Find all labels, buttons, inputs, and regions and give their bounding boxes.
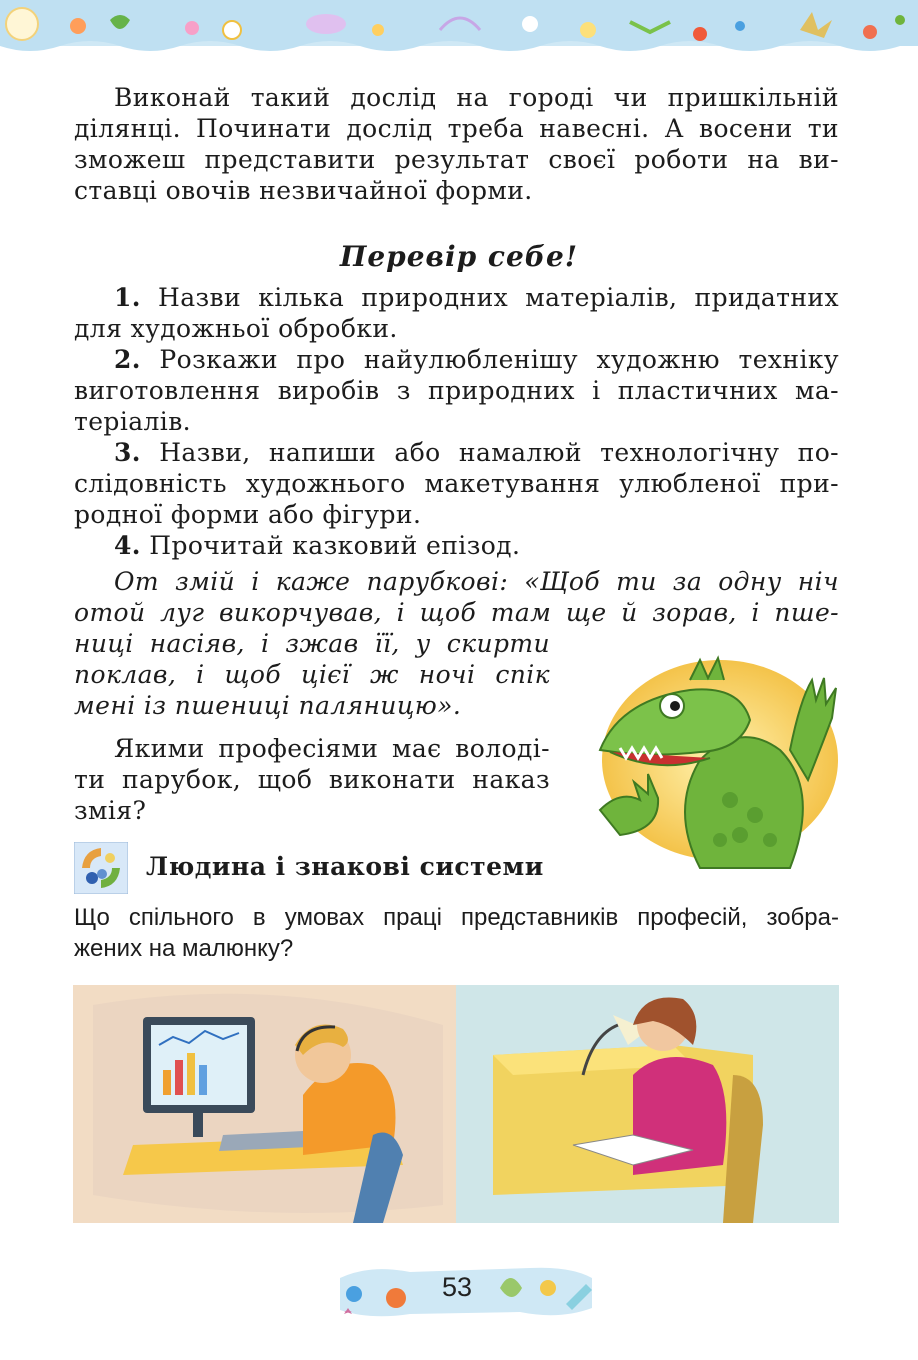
question-text: Розкажи про найулюбленішу художню техніку — [159, 345, 839, 374]
question-2 — [74, 344, 839, 437]
question-4 — [74, 530, 839, 561]
question-text: Назви кілька природних матеріалів, придатних — [158, 283, 839, 312]
computer-operator-illustration — [73, 985, 456, 1223]
intro-line: зможеш представити результат своєї роботи на ви- — [74, 145, 839, 174]
section-title: Людина і знакові системи — [146, 852, 544, 881]
top-decorative-border — [0, 0, 918, 58]
tale-line: отой луг викорчував, і щоб там ще й зорав, і пше- — [74, 598, 839, 627]
reader-illustration — [456, 985, 839, 1223]
question-1 — [74, 282, 839, 344]
question-number: 1. — [114, 283, 141, 312]
profession-question-line: ти парубок, щоб виконати наказ — [74, 765, 550, 794]
professions-illustration — [73, 985, 839, 1223]
tale-line: мені із пшениці паляницю». — [74, 691, 462, 720]
tale-excerpt-narrow — [74, 628, 550, 721]
intro-line: ставці овочів незвичайної форми. — [74, 176, 533, 205]
section-question-line: жених на малюнку? — [74, 935, 294, 962]
question-text: Назви, напиши або намалюй технологічну по- — [159, 438, 839, 467]
profession-question-line: змія? — [74, 796, 147, 825]
tale-excerpt-wide — [74, 566, 839, 628]
question-3 — [74, 437, 839, 530]
question-text: Прочитай казковий епізод. — [149, 531, 521, 560]
question-number: 4. — [114, 531, 141, 560]
page-number: 53 — [441, 1272, 473, 1302]
question-text: теріалів. — [74, 407, 192, 436]
intro-line: Виконай такий дослід на городі чи пришкільній — [114, 83, 839, 112]
question-text: родної форми або фігури. — [74, 500, 422, 529]
tale-line: От змій і каже парубкові: «Щоб ти за одну ніч — [114, 567, 839, 596]
question-number: 3. — [114, 438, 141, 467]
question-number: 2. — [114, 345, 141, 374]
check-yourself-heading: Перевір себе! — [339, 240, 579, 273]
dragon-illustration — [580, 640, 842, 870]
tale-line: ниці насіяв, і зжав її, у скирти — [74, 629, 550, 658]
section-question — [74, 902, 839, 964]
intro-line: ділянці. Починати дослід треба навесні. А восени ти — [74, 114, 839, 143]
question-text: для художньої обробки. — [74, 314, 398, 343]
profession-question-line: Якими професіями має володі- — [114, 734, 550, 763]
intro-paragraph — [74, 82, 839, 206]
tale-line: поклав, і щоб цієї ж ночі спік — [74, 660, 550, 689]
profession-question — [74, 733, 550, 826]
sign-systems-icon — [74, 842, 128, 894]
section-question-line: Що спільного в умовах праці представників професій, зобра- — [74, 904, 839, 931]
question-text: виготовлення виробів з природних і пластичних ма- — [74, 376, 839, 405]
question-text: слідовність художнього макетування улюбленої при- — [74, 469, 839, 498]
